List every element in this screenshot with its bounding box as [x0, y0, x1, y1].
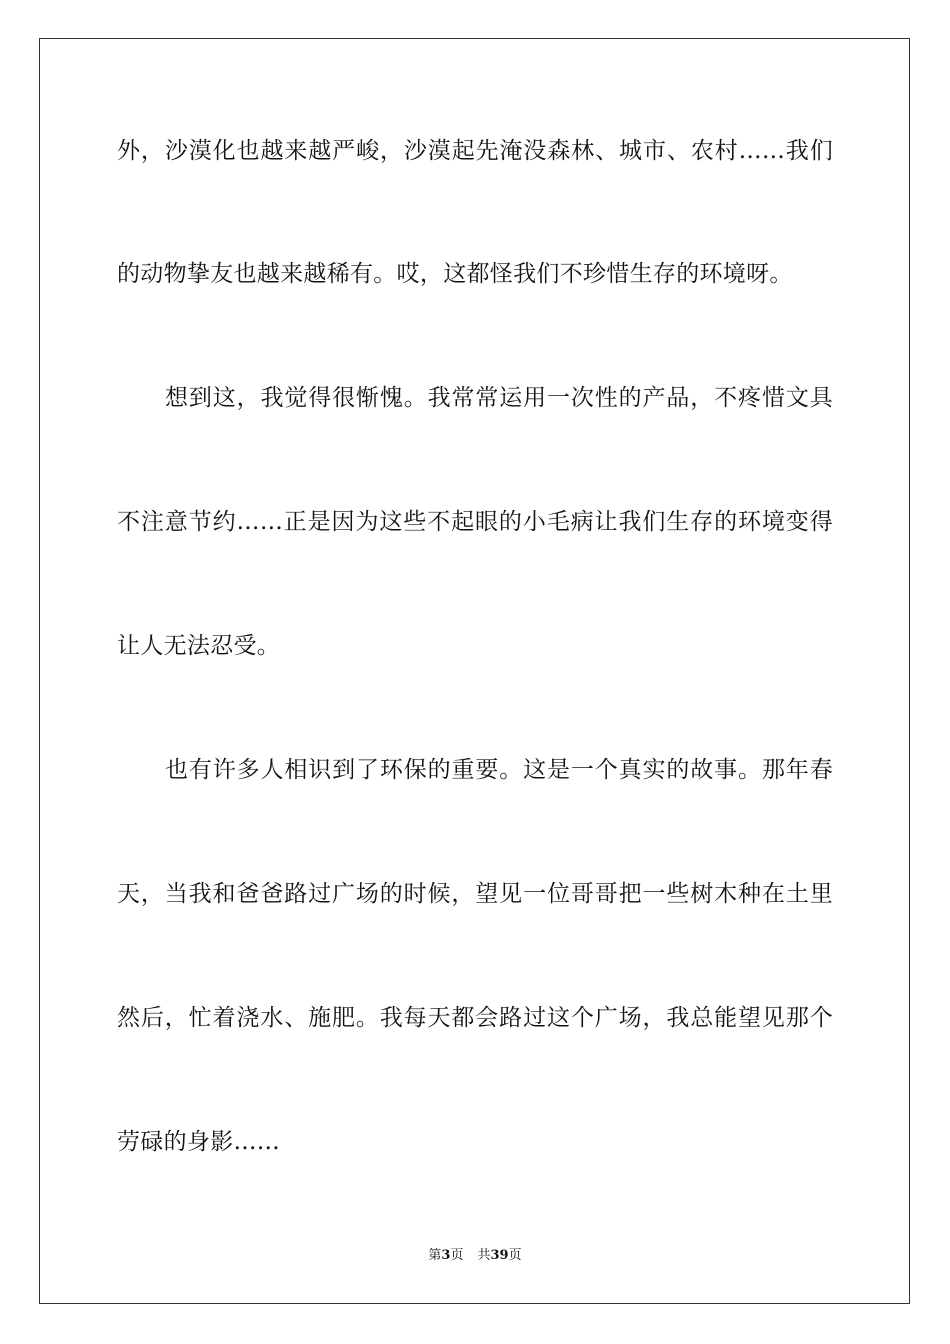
footer-total-prefix: 共	[477, 1248, 491, 1263]
body-line-7: 天，当我和爸爸路过广场的时候，望见一位哥哥把一些树木种在土里	[117, 881, 833, 907]
body-line-2: 的动物挚友也越来越稀有。哎，这都怪我们不珍惜生存的环境呀。	[117, 261, 793, 287]
footer-page-suffix: 页	[450, 1248, 464, 1263]
body-line-1: 外，沙漠化也越来越严峻，沙漠起先淹没森林、城市、农村……我们	[117, 138, 833, 164]
footer-page-prefix: 第	[428, 1248, 442, 1263]
body-line-5: 让人无法忍受。	[117, 633, 281, 659]
footer-total-pages: 39	[490, 1248, 509, 1263]
footer-total-suffix: 页	[508, 1248, 522, 1263]
footer-page-number: 3	[441, 1248, 451, 1263]
body-line-8: 然后，忙着浇水、施肥。我每天都会路过这个广场，我总能望见那个	[117, 1005, 833, 1031]
page-border	[39, 38, 910, 1304]
body-line-3: 想到这，我觉得很惭愧。我常常运用一次性的产品，不疼惜文具	[165, 385, 833, 411]
page-footer	[0, 1247, 950, 1265]
body-line-9: 劳碌的身影……	[117, 1129, 281, 1155]
body-line-4: 不注意节约……正是因为这些不起眼的小毛病让我们生存的环境变得	[117, 509, 833, 535]
body-line-6: 也有许多人相识到了环保的重要。这是一个真实的故事。那年春	[165, 757, 833, 783]
